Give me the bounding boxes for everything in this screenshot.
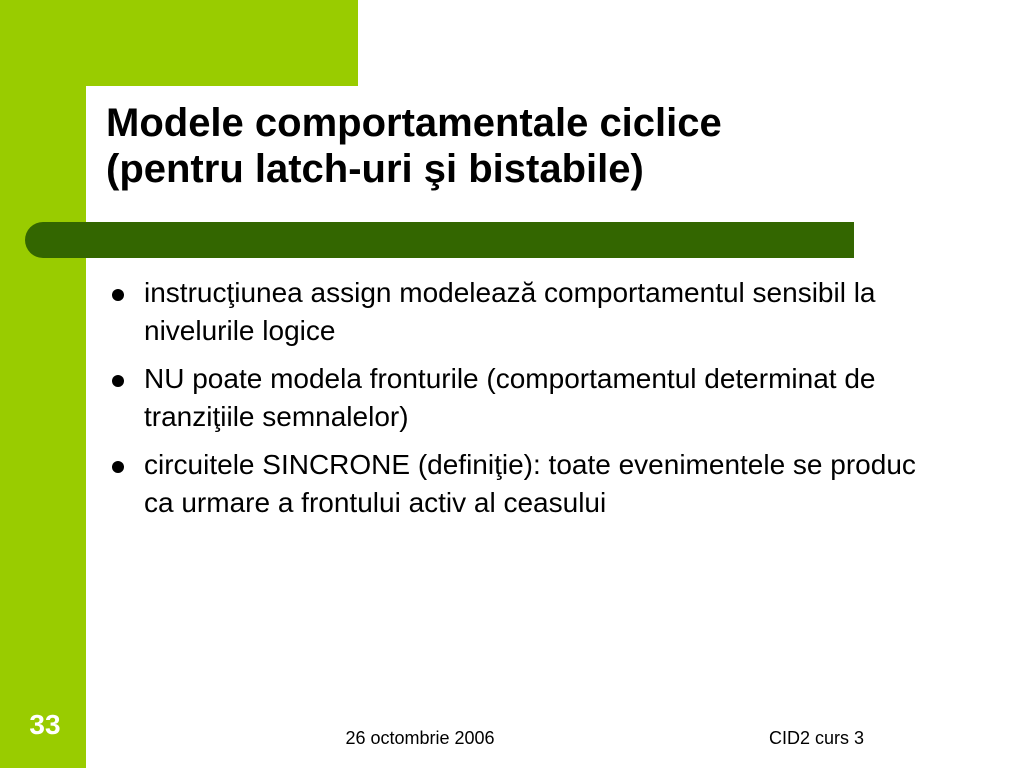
footer-date: 26 octombrie 2006: [345, 728, 495, 748]
slide-title: Modele comportamentale ciclice (pentru latch-uri şi bistabile): [106, 101, 722, 191]
bullet-item: [106, 274, 946, 350]
slide-number: 33: [29, 709, 61, 740]
bullet-text: instrucţiunea assign modelează comportamentul sensibil la nivelurile logice: [144, 277, 876, 346]
bullet-item: [106, 360, 946, 436]
top-accent-band: [0, 0, 358, 86]
footer-course-label: CID2 curs 3: [768, 728, 864, 748]
bullet-item: [106, 446, 946, 522]
bullet-dot-icon: [112, 289, 124, 301]
title-underline-bar: [25, 222, 854, 258]
left-accent-band: [0, 0, 86, 768]
bullet-dot-icon: [112, 461, 124, 473]
bullet-text: NU poate modela fronturile (comportamentul determinat de tranziţiile semnalelor): [144, 363, 876, 432]
bullet-dot-icon: [112, 375, 124, 387]
bullet-list: [106, 274, 946, 532]
bullet-text: circuitele SINCRONE (definiţie): toate evenimentele se produc ca urmare a frontului activ al ceasului: [144, 449, 916, 518]
